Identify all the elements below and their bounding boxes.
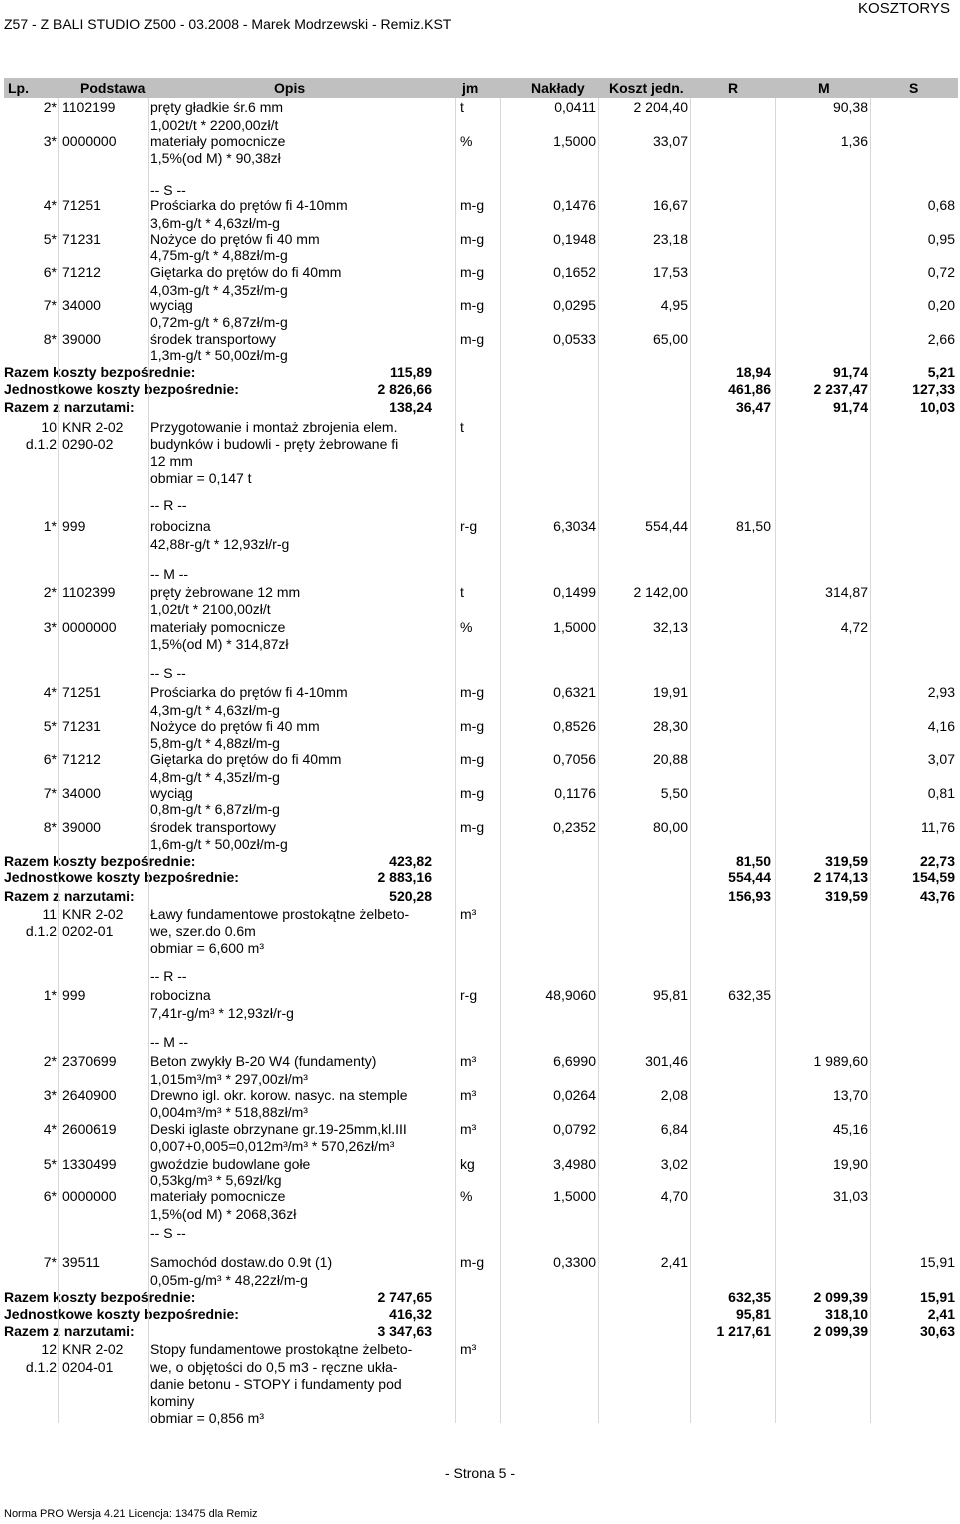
cell-s: 0,81	[927, 785, 955, 801]
cell-opis: gwoździe budowlane gołe	[150, 1156, 311, 1172]
cell-opis: 7,41r-g/m³ * 12,93zł/r-g	[150, 1005, 294, 1021]
cell-jm: m-g	[460, 297, 485, 313]
cell-lp: 2*	[43, 99, 57, 115]
cell-lp: 8*	[43, 331, 57, 347]
summary-s: 10,03	[919, 399, 955, 415]
summary-label: Jednostkowe koszty bezpośrednie:	[4, 1306, 239, 1322]
cell-nak: 0,6321	[553, 684, 596, 700]
cell-lp: 4*	[43, 684, 57, 700]
cell-jm: t	[460, 584, 464, 600]
cell-opis: kominy	[150, 1393, 195, 1409]
summary-r: 554,44	[728, 869, 771, 885]
cell-lp: d.1.2	[25, 436, 57, 452]
summary-value: 2 747,65	[377, 1289, 432, 1305]
cell-kj: 301,46	[645, 1053, 688, 1069]
cell-opis: pręty gładkie śr.6 mm	[150, 99, 284, 115]
cell-kj: 4,70	[660, 1188, 688, 1204]
cell-opis: Nożyce do prętów fi 40 mm	[150, 718, 320, 734]
grid-line	[148, 98, 149, 1423]
cell-pod: 71231	[62, 231, 101, 247]
summary-r: 81,50	[735, 853, 771, 869]
cell-opis: środek transportowy	[150, 331, 277, 347]
summary-s: 154,59	[912, 869, 955, 885]
cell-pod: 71251	[62, 684, 101, 700]
cell-lp: 6*	[43, 1188, 57, 1204]
cell-opis: we, o objętości do 0,5 m3 - ręczne ukła-	[150, 1359, 398, 1375]
summary-s: 43,76	[919, 888, 955, 904]
cell-lp: d.1.2	[25, 923, 57, 939]
cell-opis: 4,8m-g/t * 4,35zł/m-g	[150, 769, 280, 785]
cell-kj: 80,00	[652, 819, 688, 835]
document-subtitle: Z57 - Z BALI STUDIO Z500 - 03.2008 - Marek Modrzewski - Remiz.KST	[4, 16, 452, 32]
summary-label: Razem koszty bezpośrednie:	[4, 1289, 196, 1305]
cell-opis: Nożyce do prętów fi 40 mm	[150, 231, 320, 247]
summary-label: Razem koszty bezpośrednie:	[4, 853, 196, 869]
cell-opis: pręty żebrowane 12 mm	[150, 584, 301, 600]
cell-opis: materiały pomocnicze	[150, 619, 286, 635]
cell-kj: 23,18	[652, 231, 688, 247]
cell-opis: -- S --	[150, 1225, 186, 1241]
cell-kj: 20,88	[652, 751, 688, 767]
summary-m: 319,59	[825, 853, 868, 869]
cell-jm: m-g	[460, 197, 485, 213]
column-header-bar	[4, 78, 958, 98]
cell-opis: 1,5%(od M) * 90,38zł	[150, 150, 281, 166]
cell-opis: obmiar = 6,600 m³	[150, 940, 264, 956]
cell-s: 0,20	[927, 297, 955, 313]
cell-opis: 42,88r-g/t * 12,93zł/r-g	[150, 536, 290, 552]
cell-lp: 5*	[43, 231, 57, 247]
summary-label: Razem z narzutami:	[4, 888, 135, 904]
cell-r: 81,50	[735, 518, 771, 534]
cell-opis: Prościarka do prętów fi 4-10mm	[150, 684, 348, 700]
cell-pod: 39000	[62, 819, 101, 835]
page-number: - Strona 5 -	[444, 1465, 516, 1481]
cell-kj: 32,13	[652, 619, 688, 635]
cell-lp: d.1.2	[25, 1359, 57, 1375]
cell-s: 11,76	[921, 819, 955, 835]
cell-lp: 3*	[43, 1087, 57, 1103]
cell-nak: 0,0411	[554, 99, 596, 115]
cell-nak: 3,4980	[553, 1156, 596, 1172]
cell-kj: 2 142,00	[633, 584, 688, 600]
cell-jm: m-g	[460, 264, 485, 280]
cell-s: 15,91	[919, 1254, 955, 1270]
cell-m: 90,38	[832, 99, 868, 115]
cell-jm: r-g	[460, 987, 478, 1003]
summary-value: 2 826,66	[377, 381, 432, 397]
cell-opis: -- S --	[150, 182, 186, 198]
cell-kj: 2,08	[660, 1087, 688, 1103]
cell-kj: 19,91	[652, 684, 688, 700]
cell-opis: 1,6m-g/t * 50,00zł/m-g	[150, 836, 288, 852]
cell-kj: 17,53	[652, 264, 688, 280]
cell-lp: 10	[41, 419, 57, 435]
cell-nak: 1,5000	[553, 1188, 596, 1204]
cell-jm: %	[460, 619, 473, 635]
cell-lp: 1*	[43, 518, 57, 534]
cell-jm: m³	[460, 1121, 477, 1137]
cell-opis: 1,5%(od M) * 2068,36zł	[150, 1206, 297, 1222]
cell-lp: 3*	[43, 619, 57, 635]
cell-jm: m-g	[460, 231, 485, 247]
cell-pod: 999	[62, 987, 86, 1003]
cell-opis: Deski iglaste obrzynane gr.19-25mm,kl.III	[150, 1121, 407, 1137]
cell-nak: 1,5000	[553, 133, 596, 149]
cell-nak: 0,0295	[553, 297, 596, 313]
cell-m: 19,90	[832, 1156, 868, 1172]
cell-lp: 12	[41, 1341, 57, 1357]
cell-m: 31,03	[832, 1188, 868, 1204]
cell-jm: m³	[460, 906, 477, 922]
cell-opis: materiały pomocnicze	[150, 1188, 286, 1204]
summary-s: 15,91	[919, 1289, 955, 1305]
cell-jm: m³	[460, 1341, 477, 1357]
cell-m: 45,16	[832, 1121, 868, 1137]
summary-r: 18,94	[735, 364, 771, 380]
cell-pod: 71231	[62, 718, 101, 734]
summary-m: 319,59	[825, 888, 868, 904]
cell-opis: Drewno igl. okr. korow. nasyc. na stemple	[150, 1087, 408, 1103]
summary-value: 2 883,16	[377, 869, 432, 885]
cell-pod: 0000000	[62, 133, 117, 149]
cell-nak: 0,2352	[553, 819, 596, 835]
col-opis: Opis	[274, 80, 306, 96]
cell-jm: t	[460, 99, 464, 115]
cell-nak: 0,0264	[553, 1087, 596, 1103]
cell-lp: 4*	[43, 1121, 57, 1137]
cell-jm: m³	[460, 1053, 477, 1069]
cell-opis: 0,8m-g/t * 6,87zł/m-g	[150, 801, 280, 817]
cell-opis: Giętarka do prętów do fi 40mm	[150, 264, 342, 280]
cell-lp: 5*	[43, 1156, 57, 1172]
cell-opis: obmiar = 0,147 t	[150, 470, 252, 486]
cell-kj: 65,00	[652, 331, 688, 347]
cell-pod: 2370699	[62, 1053, 117, 1069]
cell-kj: 2,41	[660, 1254, 688, 1270]
cell-m: 13,70	[832, 1087, 868, 1103]
cell-kj: 4,95	[660, 297, 688, 313]
cell-nak: 0,3300	[553, 1254, 596, 1270]
cell-pod: 71212	[62, 751, 101, 767]
cell-nak: 6,3034	[553, 518, 596, 534]
summary-m: 2 099,39	[813, 1289, 868, 1305]
cell-s: 2,93	[927, 684, 955, 700]
cell-jm: m-g	[460, 819, 485, 835]
grid-line	[455, 98, 456, 1423]
cell-pod: 0000000	[62, 619, 117, 635]
col-jm: jm	[462, 80, 479, 96]
cell-s: 0,72	[927, 264, 955, 280]
cell-pod: 1330499	[62, 1156, 117, 1172]
cell-s: 2,66	[927, 331, 955, 347]
cell-opis: -- M --	[150, 566, 189, 582]
cell-jm: %	[460, 1188, 473, 1204]
summary-value: 138,24	[389, 399, 432, 415]
cell-m: 314,87	[825, 584, 868, 600]
cell-opis: 0,72m-g/t * 6,87zł/m-g	[150, 314, 288, 330]
cell-pod: 1102199	[62, 99, 116, 115]
cell-s: 0,68	[927, 197, 955, 213]
cell-nak: 0,7056	[553, 751, 596, 767]
cell-m: 1 989,60	[813, 1053, 868, 1069]
cell-pod: 34000	[62, 785, 101, 801]
cell-r: 632,35	[728, 987, 771, 1003]
cell-jm: m³	[460, 1087, 477, 1103]
summary-m: 318,10	[825, 1306, 868, 1322]
cell-pod: 999	[62, 518, 86, 534]
summary-label: Jednostkowe koszty bezpośrednie:	[4, 381, 239, 397]
summary-s: 5,21	[927, 364, 955, 380]
cell-pod: 2640900	[62, 1087, 117, 1103]
summary-m: 2 099,39	[813, 1323, 868, 1339]
cell-lp: 6*	[43, 264, 57, 280]
cell-pod: 0204-01	[62, 1359, 114, 1375]
summary-label: Razem z narzutami:	[4, 1323, 135, 1339]
summary-value: 115,89	[389, 364, 432, 380]
summary-r: 1 217,61	[716, 1323, 771, 1339]
cell-opis: 5,8m-g/t * 4,88zł/m-g	[150, 735, 280, 751]
cell-opis: we, szer.do 0.6m	[150, 923, 256, 939]
cell-lp: 4*	[43, 197, 57, 213]
cell-pod: 0290-02	[62, 436, 114, 452]
cell-pod: 0202-01	[62, 923, 114, 939]
cell-lp: 7*	[43, 297, 57, 313]
grid-line	[58, 98, 59, 1423]
cell-opis: wyciąg	[150, 297, 193, 313]
cell-kj: 33,07	[652, 133, 688, 149]
col-koszt-jedn: Koszt jedn.	[609, 80, 684, 96]
col-lp: Lp.	[8, 80, 29, 96]
cell-opis: robocizna	[150, 987, 211, 1003]
cell-pod: 34000	[62, 297, 101, 313]
cell-opis: Przygotowanie i montaż zbrojenia elem.	[150, 419, 398, 435]
cell-opis: wyciąg	[150, 785, 193, 801]
cell-opis: -- M --	[150, 1034, 189, 1050]
summary-r: 156,93	[728, 888, 771, 904]
cell-pod: 39511	[62, 1254, 100, 1270]
cell-opis: 1,3m-g/t * 50,00zł/m-g	[150, 347, 288, 363]
cell-nak: 0,0533	[553, 331, 596, 347]
cell-opis: danie betonu - STOPY i fundamenty pod	[150, 1376, 402, 1392]
cell-nak: 0,8526	[553, 718, 596, 734]
summary-m: 2 237,47	[813, 381, 868, 397]
cell-opis: budynków i budowli - pręty żebrowane fi	[150, 436, 399, 452]
cell-kj: 2 204,40	[633, 99, 688, 115]
cell-pod: 71251	[62, 197, 101, 213]
cell-s: 4,16	[927, 718, 955, 734]
cell-s: 0,95	[927, 231, 955, 247]
cell-nak: 0,1476	[553, 197, 596, 213]
cell-jm: r-g	[460, 518, 478, 534]
cell-m: 1,36	[840, 133, 868, 149]
summary-label: Jednostkowe koszty bezpośrednie:	[4, 869, 239, 885]
cell-opis: Giętarka do prętów do fi 40mm	[150, 751, 342, 767]
summary-value: 423,82	[389, 853, 432, 869]
cell-lp: 7*	[43, 1254, 57, 1270]
col-m: M	[818, 80, 830, 96]
cell-opis: 4,75m-g/t * 4,88zł/m-g	[150, 247, 288, 263]
cell-nak: 0,1499	[553, 584, 596, 600]
cell-lp: 7*	[43, 785, 57, 801]
cell-opis: 1,015m³/m³ * 297,00zł/m³	[150, 1071, 308, 1087]
cell-kj: 95,81	[652, 987, 688, 1003]
cell-opis: obmiar = 0,856 m³	[150, 1410, 264, 1426]
cell-lp: 5*	[43, 718, 57, 734]
cell-kj: 554,44	[645, 518, 688, 534]
summary-s: 22,73	[919, 853, 955, 869]
cell-opis: 12 mm	[150, 453, 193, 469]
cell-opis: 1,002t/t * 2200,00zł/t	[150, 117, 279, 133]
summary-label: Razem koszty bezpośrednie:	[4, 364, 196, 380]
cell-pod: 2600619	[62, 1121, 117, 1137]
col-r: R	[728, 80, 739, 96]
grid-line	[870, 98, 871, 1423]
summary-r: 632,35	[728, 1289, 771, 1305]
cell-lp: 8*	[43, 819, 57, 835]
cell-kj: 16,67	[652, 197, 688, 213]
cell-m: 4,72	[840, 619, 868, 635]
cell-kj: 6,84	[660, 1121, 688, 1137]
cell-opis: materiały pomocnicze	[150, 133, 286, 149]
summary-m: 2 174,13	[813, 869, 868, 885]
cell-jm: m-g	[460, 331, 485, 347]
cell-jm: m-g	[460, 751, 485, 767]
cell-opis: 1,02t/t * 2100,00zł/t	[150, 601, 271, 617]
cell-kj: 3,02	[660, 1156, 688, 1172]
cell-opis: robocizna	[150, 518, 211, 534]
grid-line	[775, 98, 776, 1423]
cell-jm: kg	[460, 1156, 475, 1172]
cell-nak: 0,0792	[553, 1121, 596, 1137]
cell-opis: Prościarka do prętów fi 4-10mm	[150, 197, 348, 213]
cell-kj: 5,50	[660, 785, 688, 801]
cell-opis: Stopy fundamentowe prostokątne żelbeto-	[150, 1341, 413, 1357]
cell-opis: Ławy fundamentowe prostokątne żelbeto-	[150, 906, 410, 922]
cell-opis: środek transportowy	[150, 819, 277, 835]
cell-opis: 0,53kg/m³ * 5,69zł/kg	[150, 1172, 282, 1188]
cell-opis: 4,03m-g/t * 4,35zł/m-g	[150, 282, 288, 298]
grid-line	[500, 98, 501, 1423]
summary-r: 95,81	[735, 1306, 771, 1322]
cell-nak: 48,9060	[545, 987, 596, 1003]
col-naklady: Nakłady	[531, 80, 585, 96]
license-note: Norma PRO Wersja 4.21 Licencja: 13475 dla Remiz	[4, 1508, 258, 1520]
cell-opis: 4,3m-g/t * 4,63zł/m-g	[150, 702, 280, 718]
cell-lp: 6*	[43, 751, 57, 767]
cell-opis: 0,004m³/m³ * 518,88zł/m³	[150, 1104, 308, 1120]
cell-lp: 3*	[43, 133, 57, 149]
cell-pod: 0000000	[62, 1188, 117, 1204]
cell-jm: m-g	[460, 684, 485, 700]
cell-nak: 0,1652	[553, 264, 596, 280]
summary-label: Razem z narzutami:	[4, 399, 135, 415]
cell-kj: 28,30	[652, 718, 688, 734]
cell-opis: -- S --	[150, 665, 186, 681]
cell-jm: t	[460, 419, 464, 435]
cell-jm: %	[460, 133, 473, 149]
summary-s: 2,41	[927, 1306, 955, 1322]
cell-jm: m-g	[460, 1254, 485, 1270]
cell-jm: m-g	[460, 718, 485, 734]
cell-lp: 1*	[43, 987, 57, 1003]
cell-s: 3,07	[927, 751, 955, 767]
cell-pod: KNR 2-02	[62, 419, 124, 435]
summary-value: 520,28	[389, 888, 432, 904]
cell-nak: 0,1176	[554, 785, 596, 801]
col-s: S	[909, 80, 919, 96]
document-title: KOSZTORYS	[858, 0, 950, 17]
cell-lp: 11	[42, 906, 57, 922]
grid-line	[598, 98, 599, 1423]
cell-pod: 39000	[62, 331, 101, 347]
cell-nak: 6,6990	[553, 1053, 596, 1069]
cell-pod: 1102399	[62, 584, 116, 600]
grid-line	[690, 98, 691, 1423]
cell-opis: 1,5%(od M) * 314,87zł	[150, 636, 289, 652]
cell-lp: 2*	[43, 584, 57, 600]
summary-m: 91,74	[832, 399, 868, 415]
cell-pod: 71212	[62, 264, 101, 280]
summary-r: 461,86	[728, 381, 771, 397]
cell-nak: 1,5000	[553, 619, 596, 635]
cell-jm: m-g	[460, 785, 485, 801]
cell-pod: KNR 2-02	[62, 1341, 124, 1357]
col-podstawa: Podstawa	[80, 80, 146, 96]
cell-opis: 3,6m-g/t * 4,63zł/m-g	[150, 215, 280, 231]
cell-opis: -- R --	[150, 497, 187, 513]
summary-value: 416,32	[389, 1306, 432, 1322]
cell-opis: 0,05m-g/m³ * 48,22zł/m-g	[150, 1272, 308, 1288]
cell-lp: 2*	[43, 1053, 57, 1069]
cell-nak: 0,1948	[553, 231, 596, 247]
cell-opis: Beton zwykły B-20 W4 (fundamenty)	[150, 1053, 377, 1069]
cell-opis: Samochód dostaw.do 0.9t (1)	[150, 1254, 333, 1270]
summary-s: 127,33	[912, 381, 955, 397]
cell-opis: 0,007+0,005=0,012m³/m³ * 570,26zł/m³	[150, 1138, 395, 1154]
summary-value: 3 347,63	[377, 1323, 432, 1339]
cell-opis: -- R --	[150, 968, 187, 984]
summary-r: 36,47	[735, 399, 771, 415]
summary-m: 91,74	[832, 364, 868, 380]
cell-pod: KNR 2-02	[62, 906, 124, 922]
summary-s: 30,63	[919, 1323, 955, 1339]
